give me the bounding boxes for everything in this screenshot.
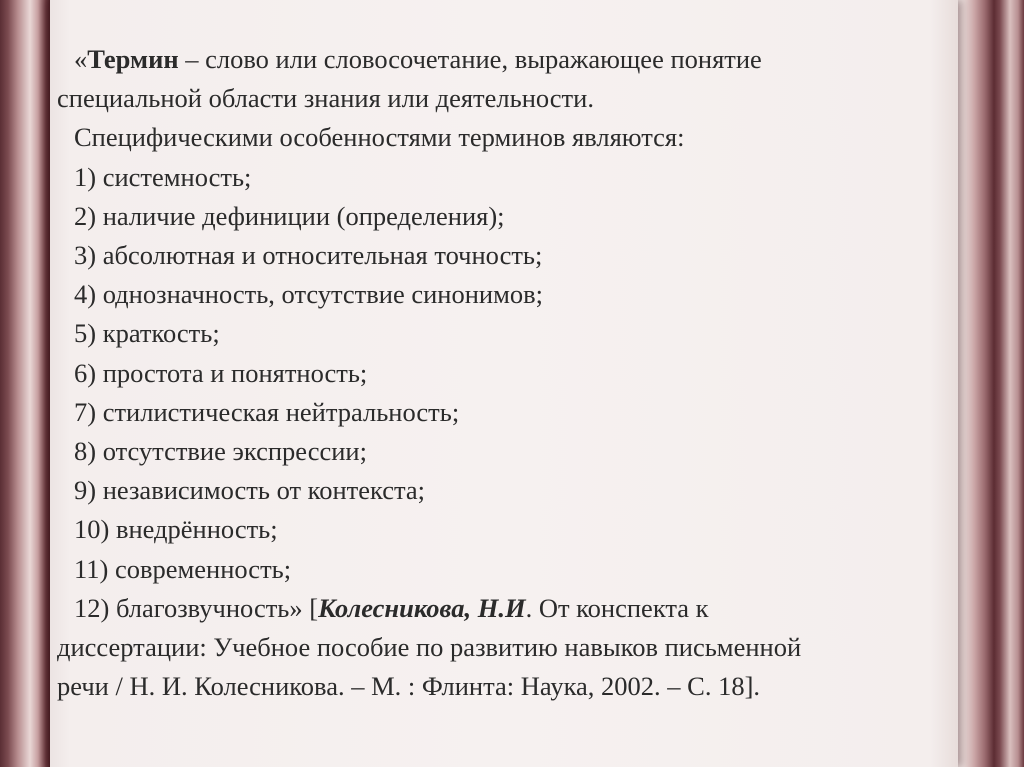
list-item-8: 8) отсутствие экспрессии; [74,436,367,467]
definition-line-2: специальной области знания или деятельности. [57,83,594,114]
citation-line-3: речи / Н. И. Колесникова. – М. : Флинта: Наука, 2002. – С. 18]. [57,671,761,702]
definition-text-1: – слово или словосочетание, выражающее понятие [178,44,762,74]
list-item-6: 6) простота и понятность; [74,357,368,388]
citation-line-2: диссертации: Учебное пособие по развитию навыков письменной [57,632,802,663]
list-item-12-text: 12) благозвучность» [ [74,592,319,623]
list-item-5: 5) краткость; [74,318,220,349]
citation-title-start: . От конспекта к [525,592,709,623]
term-word: Термин [87,44,179,74]
list-item-7: 7) стилистическая нейтральность; [74,396,460,427]
slide-content [57,40,947,706]
citation-author: Колесникова, Н.И [318,592,526,623]
list-heading: Специфическими особенностями терминов являются: [74,122,685,153]
list-item-2: 2) наличие дефиниции (определения); [74,200,505,231]
list-item-12 [57,589,947,628]
list-item-4: 4) однозначность, отсутствие синонимов; [74,279,543,310]
list-item-1: 1) системность; [74,161,252,192]
definition-line-1 [57,40,947,79]
list-item-11: 11) современность; [74,553,292,584]
list-item-3: 3) абсолютная и относительная точность; [74,240,543,271]
list-item-9: 9) независимость от контекста; [74,475,425,506]
list-item-10: 10) внедрённость; [74,514,278,545]
open-quote: « [74,44,88,74]
